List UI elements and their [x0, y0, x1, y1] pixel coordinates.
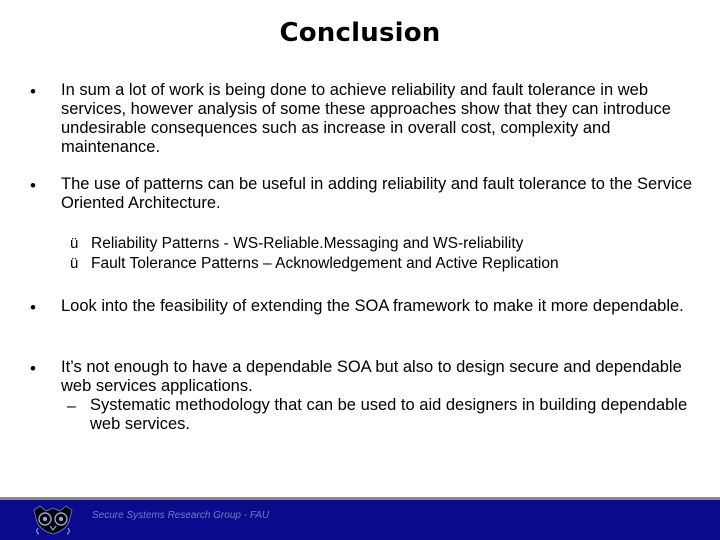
owl-icon: [30, 504, 76, 536]
checkmark-icon: ü: [70, 235, 79, 252]
sub-sub-item: Systematic methodology that can be used to aid designers in building dependable web services.: [90, 396, 688, 433]
bullet-text-1: In sum a lot of work is being done to achieve reliability and fault tolerance in web services, however analysis of some these approaches show that they can introduce undesirable consequences such as increase in overall cost, complexity and maintenance.: [61, 81, 671, 156]
checkmark-icon: ü: [70, 255, 79, 272]
slide-title: Conclusion: [279, 18, 441, 48]
bullet-marker: •: [30, 176, 36, 195]
bullet-text-4: It’s not enough to have a dependable SOA but also to design secure and dependable web services applications.: [61, 358, 682, 395]
bullet-text-2: The use of patterns can be useful in adding reliability and fault tolerance to the Service Oriented Architecture.: [61, 175, 693, 212]
bullet-marker: •: [30, 82, 36, 101]
footer-text: Secure Systems Research Group - FAU: [92, 510, 270, 521]
bullet-text-3: Look into the feasibility of extending the SOA framework to make it more dependable.: [61, 297, 684, 315]
sub-item-1: Reliability Patterns - WS-Reliable.Messaging and WS-reliability: [91, 235, 524, 252]
sub-item-2: Fault Tolerance Patterns – Acknowledgement and Active Replication: [91, 255, 559, 272]
bullet-marker: •: [30, 298, 36, 317]
bullet-marker: •: [30, 359, 36, 378]
dash-marker: –: [67, 398, 76, 415]
